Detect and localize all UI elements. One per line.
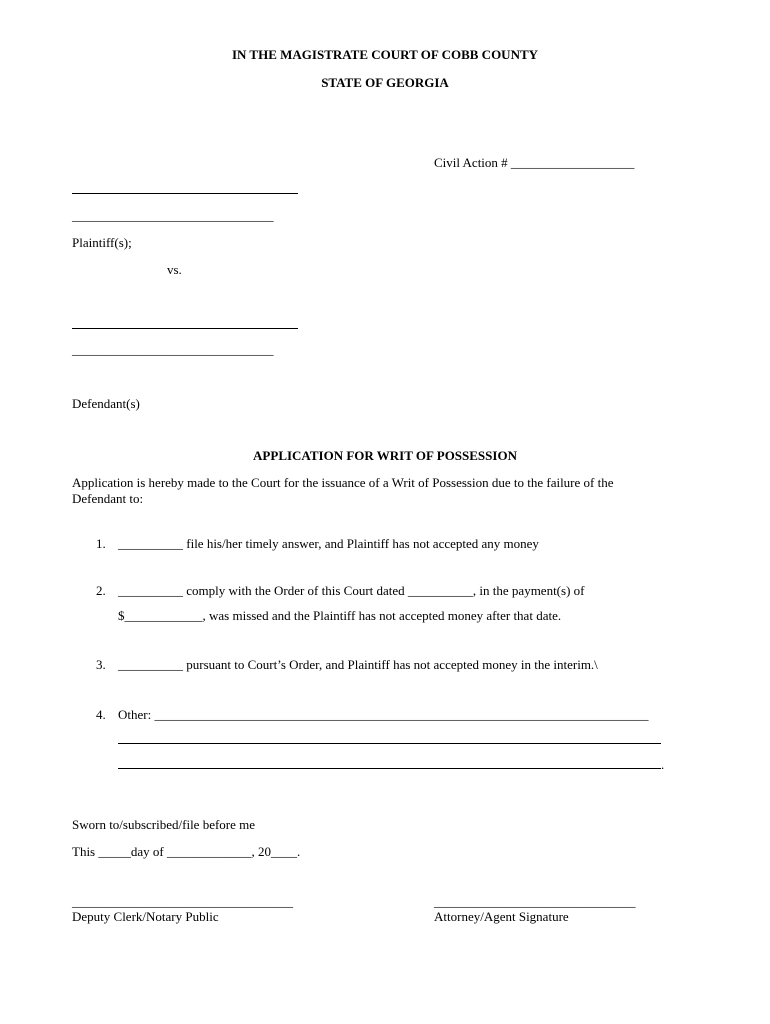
defendant-label: Defendant(s) (72, 396, 140, 411)
other-end-period: . (661, 757, 665, 772)
other-line-2[interactable] (118, 743, 661, 744)
attorney-signature-line[interactable]: _______________________________ (434, 894, 636, 909)
intro-line-1: Application is hereby made to the Court for the issuance of a Writ of Possession due to the failure of the (72, 475, 614, 490)
document-title: APPLICATION FOR WRIT OF POSSESSION (253, 448, 517, 463)
item-1-number: 1. (96, 536, 106, 551)
item-2-text[interactable]: __________ comply with the Order of this Court dated __________, in the payment(s) of (118, 583, 585, 598)
state-heading: STATE OF GEORGIA (321, 75, 449, 90)
item-4-number: 4. (96, 707, 106, 722)
item-2-number: 2. (96, 583, 106, 598)
item-2-text-continued[interactable]: $____________, was missed and the Plaintiff has not accepted money after that date. (118, 608, 562, 623)
item-1-text[interactable]: __________ file his/her timely answer, and Plaintiff has not accepted any money (118, 536, 539, 551)
defendant-name-line-1[interactable] (72, 328, 298, 329)
other-line-3[interactable] (118, 768, 661, 769)
defendant-name-line-2[interactable]: _______________________________ (72, 342, 274, 357)
attorney-signature-label: Attorney/Agent Signature (434, 909, 569, 924)
item-3-text[interactable]: __________ pursuant to Court’s Order, and Plaintiff has not accepted money in the interim.\ (118, 657, 598, 672)
clerk-signature-line[interactable]: __________________________________ (72, 894, 293, 909)
versus-label: vs. (167, 262, 182, 277)
plaintiff-name-line-1[interactable] (72, 193, 298, 194)
court-heading: IN THE MAGISTRATE COURT OF COBB COUNTY (231, 47, 539, 62)
civil-action-field[interactable]: Civil Action # ___________________ (434, 155, 635, 170)
sworn-line: Sworn to/subscribed/file before me (72, 817, 256, 832)
clerk-signature-label: Deputy Clerk/Notary Public (72, 909, 219, 924)
item-3-number: 3. (96, 657, 106, 672)
plaintiff-name-line-2[interactable]: _______________________________ (72, 208, 274, 223)
plaintiff-label: Plaintiff(s); (72, 235, 132, 250)
date-line[interactable]: This _____day of _____________, 20____. (72, 844, 301, 859)
intro-line-2: Defendant to: (72, 491, 144, 506)
item-4-text[interactable]: Other: ____________________________________________________________________________ (118, 707, 649, 722)
